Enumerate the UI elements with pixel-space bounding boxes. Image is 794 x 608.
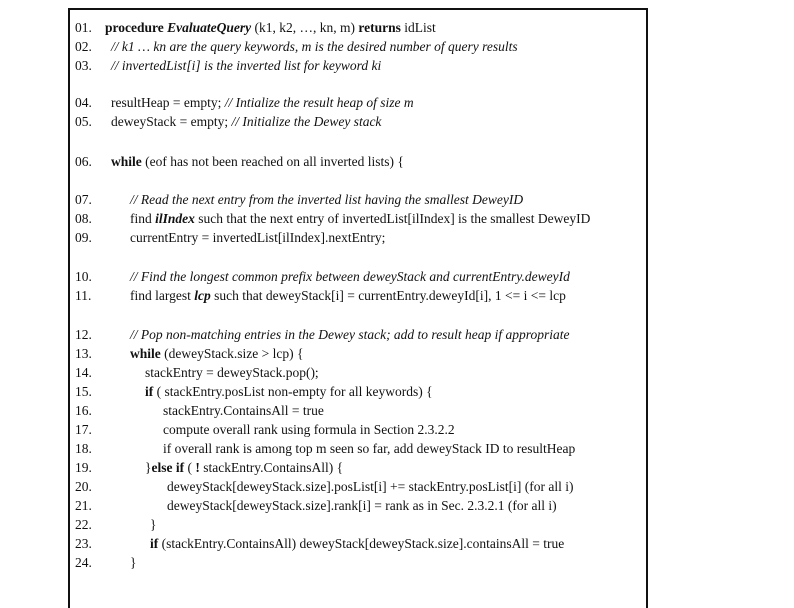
line-number: 14. bbox=[75, 365, 92, 380]
code-fragment: (stackEntry.ContainsAll) deweyStack[deweyStack.size].containsAll = true bbox=[158, 536, 565, 551]
code-fragment: (eof has not been reached on all inverted lists) { bbox=[141, 154, 404, 169]
line-number: 05. bbox=[75, 114, 92, 129]
code-fragment: such that deweyStack[i] = currentEntry.deweyId[i], 1 <= i <= lcp bbox=[210, 288, 566, 303]
code-text bbox=[130, 325, 570, 344]
code-fragment: (k1, k2, …, kn, m) bbox=[251, 20, 359, 35]
line-number: 16. bbox=[75, 403, 92, 418]
line-number: 10. bbox=[75, 269, 92, 284]
code-comment: // Find the longest common prefix between deweyStack and currentEntry.deweyId bbox=[130, 269, 570, 284]
code-text bbox=[150, 534, 564, 553]
line-number: 23. bbox=[75, 536, 92, 551]
line-number: 22. bbox=[75, 517, 92, 532]
line-number: 09. bbox=[75, 230, 92, 245]
line-number: 19. bbox=[75, 460, 92, 475]
code-comment: // Pop non-matching entries in the Dewey stack; add to result heap if appropriate bbox=[130, 327, 570, 342]
code-text bbox=[130, 267, 570, 286]
code-fragment: deweyStack[deweyStack.size].posList[i] += stackEntry.posList[i] (for all i) bbox=[167, 479, 574, 494]
line-number: 06. bbox=[75, 154, 92, 169]
code-text bbox=[163, 420, 455, 439]
code-keyword: procedure bbox=[105, 20, 168, 35]
code-text bbox=[163, 439, 575, 458]
code-fragment: ( stackEntry.posList non-empty for all keywords) { bbox=[153, 384, 433, 399]
line-number: 02. bbox=[75, 39, 92, 54]
code-keyword: if bbox=[145, 384, 154, 399]
line-number: 18. bbox=[75, 441, 92, 456]
line-number: 07. bbox=[75, 192, 92, 207]
line-number: 08. bbox=[75, 211, 92, 226]
code-fragment: stackEntry.ContainsAll) { bbox=[199, 460, 344, 475]
code-text bbox=[111, 152, 404, 171]
code-fragment: currentEntry = invertedList[ilIndex].nextEntry; bbox=[130, 230, 386, 245]
line-number: 11. bbox=[75, 288, 92, 303]
code-fragment: stackEntry.ContainsAll = true bbox=[163, 403, 324, 418]
code-keyword: if bbox=[150, 536, 159, 551]
code-text bbox=[111, 56, 381, 75]
code-fragment: } bbox=[145, 460, 152, 475]
code-fragment: such that the next entry of invertedList[ilIndex] is the smallest DeweyID bbox=[194, 211, 591, 226]
code-comment: // invertedList[i] is the inverted list for keyword ki bbox=[111, 58, 382, 73]
code-text bbox=[105, 18, 436, 37]
code-text bbox=[150, 515, 156, 534]
code-fragment: find largest bbox=[130, 288, 195, 303]
code-text bbox=[130, 286, 566, 305]
code-text bbox=[167, 496, 557, 515]
code-fragment: } bbox=[130, 555, 137, 570]
code-keyword: ! bbox=[195, 460, 200, 475]
line-number: 20. bbox=[75, 479, 92, 494]
line-number: 12. bbox=[75, 327, 92, 342]
code-fragment: if overall rank is among top m seen so far, add deweyStack ID to resultHeap bbox=[163, 441, 576, 456]
code-text bbox=[111, 37, 518, 56]
code-text bbox=[145, 458, 343, 477]
code-keyword: EvaluateQuery bbox=[167, 20, 252, 35]
code-comment: // Initialize the Dewey stack bbox=[231, 114, 382, 129]
line-number: 17. bbox=[75, 422, 92, 437]
line-number: 01. bbox=[75, 20, 92, 35]
code-text bbox=[145, 363, 319, 382]
code-fragment: resultHeap = empty; bbox=[111, 95, 225, 110]
code-text bbox=[130, 228, 385, 247]
code-keyword: returns bbox=[358, 20, 401, 35]
code-fragment: stackEntry = deweyStack.pop(); bbox=[145, 365, 319, 380]
code-fragment: compute overall rank using formula in Section 2.3.2.2 bbox=[163, 422, 455, 437]
code-text bbox=[130, 344, 303, 363]
code-keyword: ilIndex bbox=[155, 211, 195, 226]
code-fragment: find bbox=[130, 211, 156, 226]
code-text bbox=[111, 112, 381, 131]
code-fragment: deweyStack = empty; bbox=[111, 114, 232, 129]
line-number: 13. bbox=[75, 346, 92, 361]
code-text bbox=[111, 93, 414, 112]
line-number: 24. bbox=[75, 555, 92, 570]
code-comment: // Read the next entry from the inverted list having the smallest DeweyID bbox=[130, 192, 524, 207]
code-keyword: while bbox=[130, 346, 161, 361]
code-keyword: while bbox=[111, 154, 142, 169]
code-keyword: else if bbox=[151, 460, 185, 475]
code-text bbox=[130, 553, 136, 572]
line-number: 03. bbox=[75, 58, 92, 73]
code-fragment: deweyStack[deweyStack.size].rank[i] = rank as in Sec. 2.3.2.1 (for all i) bbox=[167, 498, 557, 513]
code-text bbox=[130, 190, 523, 209]
code-text bbox=[167, 477, 573, 496]
code-fragment: ( bbox=[184, 460, 196, 475]
code-keyword: lcp bbox=[194, 288, 211, 303]
code-fragment: (deweyStack.size > lcp) { bbox=[160, 346, 304, 361]
code-text bbox=[145, 382, 433, 401]
code-text bbox=[130, 209, 590, 228]
code-text bbox=[163, 401, 324, 420]
line-number: 04. bbox=[75, 95, 92, 110]
code-fragment: } bbox=[150, 517, 157, 532]
code-fragment: idList bbox=[400, 20, 436, 35]
line-number: 21. bbox=[75, 498, 92, 513]
pseudocode-box bbox=[68, 8, 648, 608]
code-comment: // Intialize the result heap of size m bbox=[224, 95, 414, 110]
code-comment: // k1 … kn are the query keywords, m is the desired number of query results bbox=[111, 39, 518, 54]
line-number: 15. bbox=[75, 384, 92, 399]
